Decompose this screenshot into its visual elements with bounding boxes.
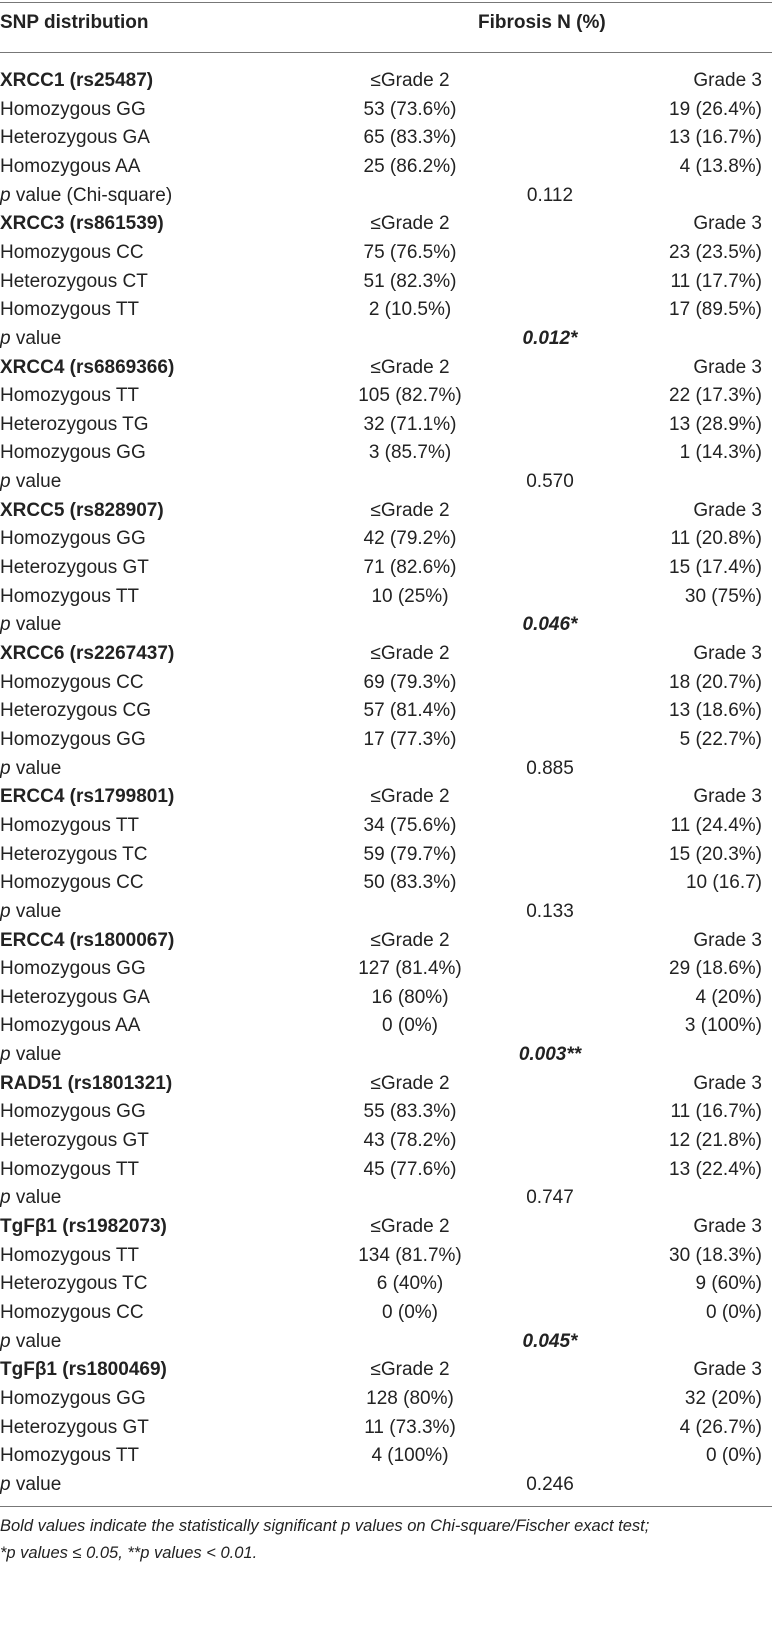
column-grade-3-label: Grade 3 — [693, 786, 762, 808]
grade-3-count: 12 (21.8%) — [669, 1130, 762, 1151]
table-row — [0, 238, 772, 267]
column-grade-3-label: Grade 3 — [693, 356, 762, 378]
grade-2-count: 65 (83.3%) — [363, 127, 457, 149]
table-row — [0, 1241, 772, 1270]
grade-2-count: 50 (83.3%) — [363, 872, 457, 894]
table-row — [0, 954, 772, 983]
genotype-label: Homozygous TT — [0, 1244, 140, 1266]
grade-2-count: 75 (76.5%) — [363, 241, 457, 263]
header-fibrosis: Fibrosis N (%) — [478, 12, 606, 33]
grade-2-count: 10 (25%) — [371, 585, 449, 607]
p-value-row — [0, 754, 772, 783]
grade-2-count: 128 (80%) — [366, 1387, 454, 1409]
genotype-label: Homozygous TT — [0, 385, 140, 407]
grade-3-count: 4 (26.7%) — [679, 1416, 762, 1438]
table-row — [0, 267, 772, 296]
table-row — [0, 868, 772, 897]
column-grade-3-label: Grade 3 — [693, 499, 762, 521]
genotype-label: Homozygous TT — [0, 585, 140, 607]
snp-group-header — [0, 639, 772, 668]
grade-3-count: 15 (17.4%) — [669, 557, 762, 578]
grade-2-count: 53 (73.6%) — [363, 98, 457, 120]
grade-3-count: 15 (20.3%) — [669, 843, 762, 865]
snp-group-header — [0, 1069, 772, 1098]
column-grade-2-label: ≤Grade 2 — [370, 499, 450, 521]
grade-2-count: 105 (82.7%) — [358, 385, 462, 407]
column-grade-3-label: Grade 3 — [693, 70, 762, 91]
grade-2-count: 43 (78.2%) — [363, 1130, 457, 1151]
grade-2-count: 16 (80%) — [371, 986, 449, 1008]
grade-2-count: 2 (10.5%) — [368, 299, 452, 321]
genotype-label: Heterozygous CG — [0, 700, 152, 722]
p-value-label — [0, 897, 61, 926]
p-value-row — [0, 1040, 772, 1069]
genotype-label: Homozygous AA — [0, 1015, 141, 1037]
table-row — [0, 410, 772, 439]
p-value-row — [0, 324, 772, 353]
grade-2-count: 32 (71.1%) — [363, 413, 457, 435]
grade-3-count: 30 (75%) — [684, 585, 762, 607]
p-value-label — [0, 754, 61, 783]
table-row — [0, 725, 772, 754]
grade-2-count: 134 (81.7%) — [358, 1244, 462, 1266]
column-grade-2-label: ≤Grade 2 — [370, 1359, 450, 1381]
p-value-row — [0, 1470, 772, 1499]
p-value: 0.003** — [518, 1044, 582, 1066]
grade-3-count: 10 (16.7) — [685, 872, 762, 894]
p-value: 0.012* — [522, 327, 578, 349]
snp-name: XRCC3 (rs861539) — [0, 213, 164, 235]
grade-2-count: 127 (81.4%) — [358, 958, 462, 980]
column-grade-2-label: ≤Grade 2 — [370, 786, 450, 808]
column-grade-3-label: Grade 3 — [693, 1072, 762, 1094]
genotype-label: Homozygous CC — [0, 671, 144, 693]
snp-name: ERCC4 (rs1799801) — [0, 786, 175, 808]
p-value: 0.246 — [526, 1473, 574, 1495]
genotype-label: Heterozygous GT — [0, 1416, 149, 1438]
column-grade-3-label: Grade 3 — [693, 1359, 762, 1381]
grade-2-count: 17 (77.3%) — [363, 728, 457, 750]
p-symbol: p — [0, 327, 11, 349]
genotype-label: Homozygous CC — [0, 872, 144, 894]
column-grade-3-label: Grade 3 — [693, 213, 762, 235]
p-value-label — [0, 610, 61, 639]
snp-name: XRCC1 (rs25487) — [0, 70, 154, 91]
table-row — [0, 1155, 772, 1184]
snp-name: XRCC5 (rs828907) — [0, 499, 164, 521]
grade-2-count: 51 (82.3%) — [363, 270, 457, 292]
p-value-row — [0, 1183, 772, 1212]
snp-name: RAD51 (rs1801321) — [0, 1072, 173, 1094]
grade-3-count: 13 (18.6%) — [669, 700, 762, 722]
snp-group-header — [0, 66, 772, 95]
grade-2-count: 59 (79.7%) — [363, 843, 457, 865]
grade-2-count: 42 (79.2%) — [363, 528, 457, 550]
grade-3-count: 22 (17.3%) — [669, 385, 762, 407]
grade-2-count: 45 (77.6%) — [363, 1158, 457, 1180]
snp-name: TgFβ1 (rs1982073) — [0, 1216, 167, 1237]
grade-3-count: 13 (16.7%) — [669, 127, 762, 149]
column-grade-2-label: ≤Grade 2 — [370, 356, 450, 378]
p-value-label-text: value — [10, 1187, 62, 1209]
header-snp-distribution: SNP distribution — [0, 12, 149, 33]
grade-3-count: 4 (20%) — [695, 986, 762, 1008]
grade-3-count: 4 (13.8%) — [679, 155, 762, 177]
grade-2-count: 4 (100%) — [371, 1445, 449, 1467]
footnote-line-2: *p values ≤ 0.05, **p values < 0.01. — [0, 1544, 258, 1562]
p-symbol: p — [0, 471, 11, 493]
table-row — [0, 152, 772, 181]
p-value: 0.885 — [526, 757, 574, 779]
grade-3-count: 32 (20%) — [684, 1387, 762, 1409]
snp-name: ERCC4 (rs1800067) — [0, 929, 175, 951]
genotype-label: Heterozygous GA — [0, 127, 150, 149]
p-value-label-text: value — [10, 471, 62, 493]
column-grade-3-label: Grade 3 — [693, 929, 762, 951]
p-value-label-text: value — [10, 1044, 62, 1066]
grade-3-count: 1 (14.3%) — [679, 442, 762, 464]
grade-3-count: 11 (24.4%) — [670, 814, 762, 836]
p-value-label-text: value — [10, 1330, 62, 1352]
p-value-label-text: value — [10, 900, 62, 922]
table-row — [0, 1413, 772, 1442]
genotype-label: Heterozygous TC — [0, 1273, 148, 1295]
snp-group-header — [0, 1355, 772, 1384]
p-value-label-text: value (Chi-square) — [10, 184, 173, 206]
snp-name: XRCC4 (rs6869366) — [0, 356, 175, 378]
table-row — [0, 1269, 772, 1298]
snp-group-header — [0, 496, 772, 525]
grade-3-count: 19 (26.4%) — [669, 98, 762, 120]
table-row — [0, 668, 772, 697]
p-value-row — [0, 610, 772, 639]
column-grade-2-label: ≤Grade 2 — [370, 1072, 450, 1094]
table-row — [0, 1126, 772, 1155]
grade-2-count: 11 (73.3%) — [364, 1416, 456, 1438]
genotype-label: Homozygous GG — [0, 528, 146, 550]
grade-2-count: 71 (82.6%) — [363, 557, 457, 578]
grade-2-count: 6 (40%) — [376, 1273, 444, 1295]
snp-group-header — [0, 782, 772, 811]
grade-3-count: 13 (28.9%) — [669, 413, 762, 435]
column-grade-2-label: ≤Grade 2 — [370, 643, 450, 664]
genotype-label: Homozygous TT — [0, 1158, 140, 1180]
table-row — [0, 840, 772, 869]
grade-3-count: 23 (23.5%) — [669, 241, 762, 263]
genotype-label: Homozygous GG — [0, 98, 146, 120]
table-row — [0, 295, 772, 324]
snp-name: TgFβ1 (rs1800469) — [0, 1359, 167, 1381]
p-value-label-text: value — [10, 1473, 62, 1495]
grade-3-count: 11 (20.8%) — [670, 528, 762, 550]
p-value-label-text: value — [10, 327, 62, 349]
table-row — [0, 95, 772, 124]
table-row — [0, 696, 772, 725]
snp-group-header — [0, 209, 772, 238]
grade-3-count: 18 (20.7%) — [669, 671, 762, 693]
genotype-label: Homozygous TT — [0, 1445, 140, 1467]
p-symbol: p — [0, 614, 11, 636]
p-value: 0.046* — [522, 614, 578, 636]
p-value: 0.112 — [526, 184, 574, 206]
grade-3-count: 0 (0%) — [706, 1445, 762, 1467]
p-symbol: p — [0, 184, 11, 206]
grade-3-count: 17 (89.5%) — [669, 299, 762, 321]
table-row — [0, 1384, 772, 1413]
grade-3-count: 13 (22.4%) — [669, 1158, 762, 1180]
grade-3-count: 3 (100%) — [684, 1015, 762, 1037]
column-grade-2-label: ≤Grade 2 — [370, 1216, 450, 1237]
header-rule — [0, 52, 772, 53]
table-row — [0, 553, 772, 582]
genotype-label: Homozygous TT — [0, 814, 140, 836]
grade-2-count: 0 (0%) — [382, 1015, 438, 1037]
table-row — [0, 1441, 772, 1470]
grade-2-count: 25 (86.2%) — [363, 155, 457, 177]
p-symbol: p — [0, 1044, 11, 1066]
p-value-row — [0, 467, 772, 496]
grade-3-count: 0 (0%) — [706, 1302, 762, 1323]
column-grade-2-label: ≤Grade 2 — [370, 70, 450, 91]
p-value: 0.747 — [526, 1187, 574, 1209]
genotype-label: Homozygous GG — [0, 958, 146, 980]
p-value-label — [0, 181, 172, 210]
grade-2-count: 0 (0%) — [382, 1302, 438, 1323]
genotype-label: Heterozygous TG — [0, 413, 149, 435]
p-value-row — [0, 1327, 772, 1356]
genotype-label: Homozygous GG — [0, 1387, 146, 1409]
snp-name: XRCC6 (rs2267437) — [0, 643, 175, 664]
grade-2-count: 57 (81.4%) — [363, 700, 457, 722]
grade-3-count: 11 (16.7%) — [670, 1101, 762, 1123]
p-value: 0.045* — [522, 1330, 578, 1352]
grade-3-count: 9 (60%) — [695, 1273, 762, 1295]
column-grade-2-label: ≤Grade 2 — [370, 929, 450, 951]
column-grade-3-label: Grade 3 — [693, 1216, 762, 1237]
table-row — [0, 1298, 772, 1327]
p-symbol: p — [0, 1473, 11, 1495]
genotype-label: Heterozygous CT — [0, 270, 148, 292]
p-value-label — [0, 1183, 61, 1212]
p-value-label — [0, 324, 61, 353]
genotype-label: Homozygous CC — [0, 1302, 144, 1323]
grade-3-count: 29 (18.6%) — [669, 958, 762, 980]
footnote-line-1: Bold values indicate the statistically significant p values on Chi-square/Fischer exact test; — [0, 1517, 650, 1535]
genotype-label: Homozygous TT — [0, 299, 140, 321]
genotype-label: Homozygous GG — [0, 1101, 146, 1123]
genotype-label: Heterozygous GT — [0, 557, 149, 578]
p-value-label-text: value — [10, 757, 62, 779]
snp-group-header — [0, 353, 772, 382]
table-row — [0, 582, 772, 611]
table-row — [0, 1011, 772, 1040]
grade-3-count: 30 (18.3%) — [669, 1244, 762, 1266]
p-value-row — [0, 897, 772, 926]
grade-2-count: 55 (83.3%) — [363, 1101, 457, 1123]
p-symbol: p — [0, 757, 11, 779]
grade-3-count: 11 (17.7%) — [670, 270, 762, 292]
genotype-label: Homozygous GG — [0, 442, 146, 464]
genotype-label: Homozygous CC — [0, 241, 144, 263]
p-value: 0.570 — [526, 471, 574, 493]
table-row — [0, 811, 772, 840]
snp-group-header — [0, 1212, 772, 1241]
snp-group-header — [0, 926, 772, 955]
genotype-label: Heterozygous GA — [0, 986, 150, 1008]
p-value-label — [0, 1470, 61, 1499]
grade-3-count: 5 (22.7%) — [679, 728, 762, 750]
top-rule — [0, 2, 772, 3]
table-row — [0, 1097, 772, 1126]
table-row — [0, 524, 772, 553]
genotype-label: Homozygous AA — [0, 155, 141, 177]
grade-2-count: 69 (79.3%) — [363, 671, 457, 693]
p-value-label — [0, 467, 61, 496]
genotype-label: Heterozygous GT — [0, 1130, 149, 1151]
p-symbol: p — [0, 900, 11, 922]
table-row — [0, 123, 772, 152]
p-value: 0.133 — [526, 900, 574, 922]
genotype-label: Heterozygous TC — [0, 843, 148, 865]
genotype-label: Homozygous GG — [0, 728, 146, 750]
column-grade-2-label: ≤Grade 2 — [370, 213, 450, 235]
column-grade-3-label: Grade 3 — [693, 643, 762, 664]
table-row — [0, 381, 772, 410]
p-value-row — [0, 181, 772, 210]
table-row — [0, 438, 772, 467]
p-symbol: p — [0, 1187, 11, 1209]
grade-2-count: 3 (85.7%) — [368, 442, 452, 464]
grade-2-count: 34 (75.6%) — [363, 814, 457, 836]
p-value-label — [0, 1327, 61, 1356]
table-row — [0, 983, 772, 1012]
bottom-rule — [0, 1506, 772, 1507]
p-value-label-text: value — [10, 614, 62, 636]
p-symbol: p — [0, 1330, 11, 1352]
p-value-label — [0, 1040, 61, 1069]
